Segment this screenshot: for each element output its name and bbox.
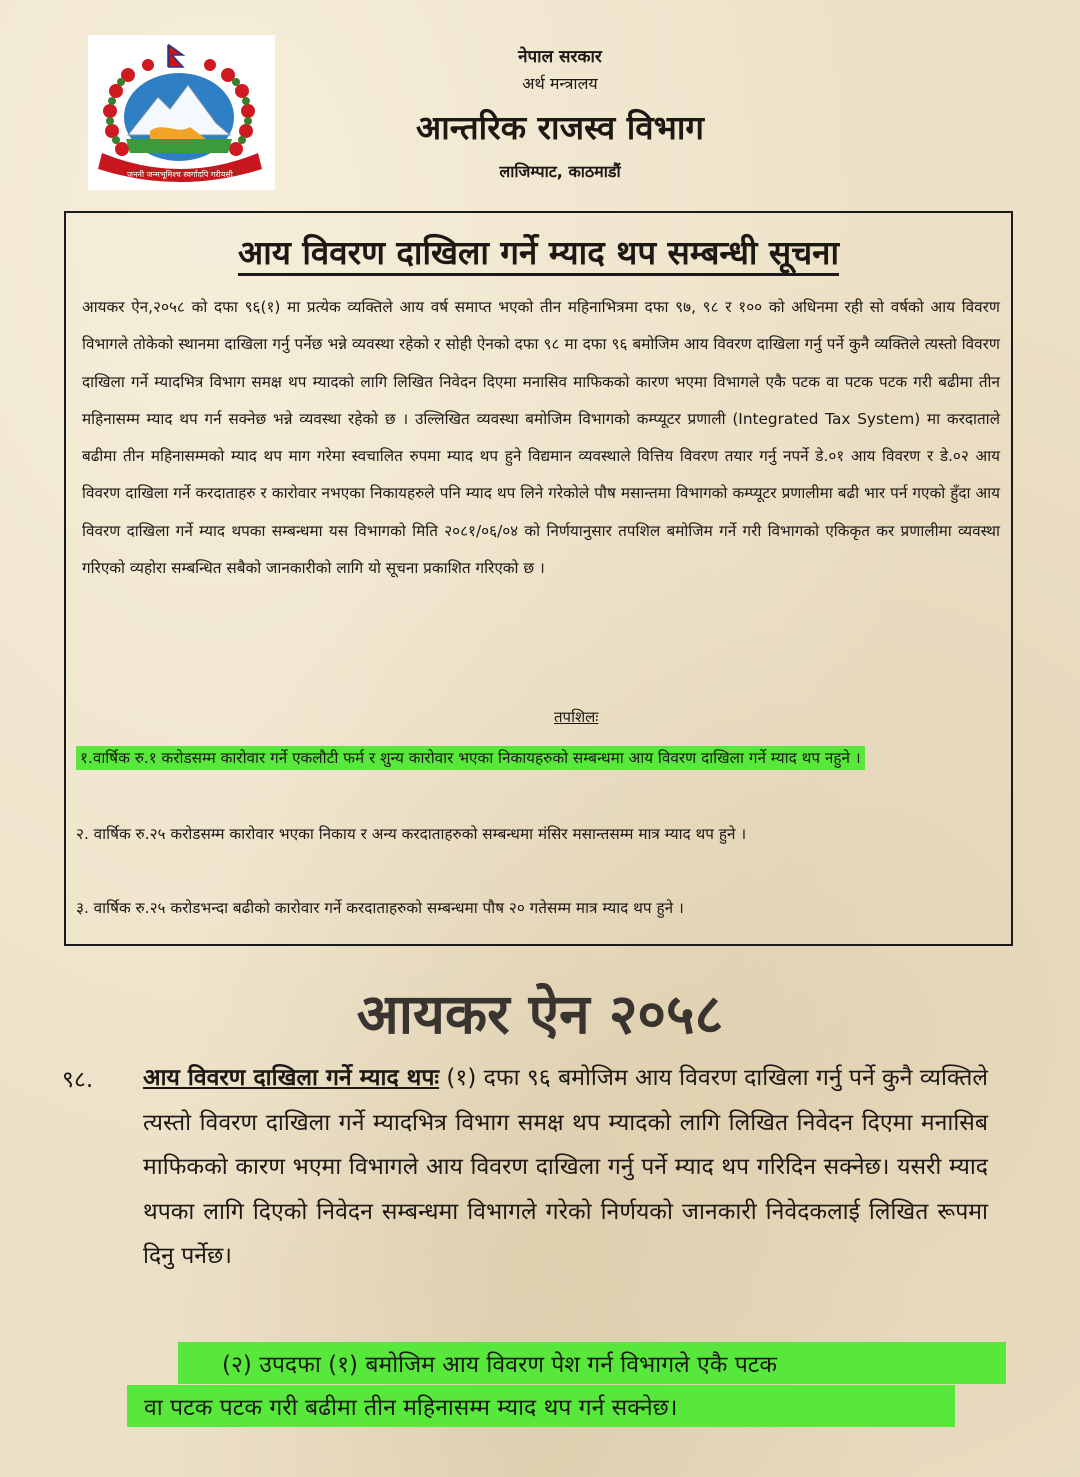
department-name: आन्तरिक राजस्व विभाग: [415, 108, 704, 147]
subsection-line-1: (२) उपदफा (१) बमोजिम आय विवरण पेश गर्न विभागले एकै पटक: [222, 1352, 778, 1378]
ministry-name: अर्थ मन्त्रालय: [522, 74, 598, 93]
nepal-emblem-graphic: [88, 35, 275, 190]
department-address: लाजिम्पाट, काठमाडौं: [499, 162, 621, 181]
notice-title-text: आय विवरण दाखिला गर्ने म्याद थप सम्बन्धी सूचना: [238, 233, 839, 276]
section-body: [143, 1056, 988, 1279]
schedule-item-1-highlight: १.वार्षिक रु.१ करोडसम्म कारोवार गर्ने एकलौटी फर्म र शुन्य कारोवार भएका निकायहरुको सम्बन्धमा आय विवरण दाखिला गर्ने म्याद थप नहुने ।: [76, 746, 865, 770]
section-number: ९८.: [62, 1067, 94, 1093]
schedule-item-3: ३. वार्षिक रु.२५ करोडभन्दा बढीको कारोवार गर्ने करदाताहरुको सम्बन्धमा पौष २० गतेसम्म मात्र म्याद थप हुने ।: [76, 899, 684, 917]
nepal-emblem: [88, 35, 275, 190]
emblem-motto: जननी जन्मभूमिश्च स्वर्गादपि गरीयसी: [127, 170, 233, 179]
section-text: (१) दफा ९६ बमोजिम आय विवरण दाखिला गर्नु पर्ने कुनै व्यक्तिले त्यस्तो विवरण दाखिला गर्ने म्यादभित्र विभाग समक्ष थप म्यादको लागि लिखित निवेदन दिएमा मनासिब माफिकको कारण भएमा विभागले आय विवरण दाखिला गर्नु पर्ने म्याद थप गरिदिन सक्नेछ। यसरी म्याद थपका लागि दिएको निवेदन सम्बन्धमा विभागले गरेको निर्णयको जानकारी निवेदकलाई लिखित रूपमा दिनु पर्नेछ।: [143, 1065, 988, 1269]
act-title: आयकर ऐन २०५८: [356, 982, 724, 1046]
notice-box: [64, 211, 1013, 946]
subsection-line-2: वा पटक पटक गरी बढीमा तीन महिनासम्म म्याद थप गर्न सक्नेछ।: [144, 1395, 678, 1421]
notice-paragraph: आयकर ऐन,२०५८ को दफा ९६(१) मा प्रत्येक व्यक्तिले आय वर्ष समाप्त भएको तीन महिनाभित्रमा दफा ९७, ९८ र १०० को अधिनमा रही सो वर्षको आय विवरण विभागले तोकेको स्थानमा दाखिला गर्नु पर्नेछ भन्ने व्यवस्था रहेको र सोही ऐनको दफा ९८ मा दफा ९६ बमोजिम आय विवरण दाखिला गर्नु पर्ने कुनै व्यक्तिले त्यस्तो विवरण दाखिला गर्ने म्यादभित्र विभाग समक्ष थप म्यादको लागि लिखित निवेदन दिएमा मनासिव माफिकको कारण भएमा विभागले एकै पटक वा पटक पटक गरी बढीमा तीन महिनासम्म म्याद थप गर्न सक्नेछ भन्ने व्यवस्था रहेको छ । उल्लिखित व्यवस्था बमोजिम विभागको कम्प्यूटर प्रणाली (Integrated Tax System) मा करदाताले बढीमा तीन महिनासम्मको म्याद थप माग गरेमा स्वचालित रुपमा म्याद थप हुने विद्यमान व्यवस्थाले वित्तिय विवरण तयार गर्नु नपर्ने डे.०१ आय विवरण र डे.०२ आय विवरण दाखिला गर्ने करदाताहरु र कारोवार नभएका निकायहरुले पनि म्याद थप लिने गरेकोले पौष मसान्तमा विभागको कम्प्यूटर प्रणालीमा बढी भार पर्न गएको हुँदा आय विवरण दाखिला गर्ने म्याद थपका सम्बन्धमा यस विभागको मिति २०८१/०६/०४ को निर्णयानुसार तपशिल बमोजिम गर्ने गरी विभागको एकिकृत कर प्रणालीमा व्यवस्था गरिएको व्यहोरा सम्बन्धित सबैको जानकारीको लागि यो सूचना प्रकाशित गरिएको छ ।: [82, 298, 1000, 578]
schedule-item-2: २. वार्षिक रु.२५ करोडसम्म कारोवार भएका निकाय र अन्य करदाताहरुको सम्बन्धमा मंसिर मसान्तसम्म मात्र म्याद थप हुने ।: [76, 825, 747, 843]
section-heading: आय विवरण दाखिला गर्ने म्याद थपः: [143, 1065, 440, 1091]
schedule-heading: तपशिलः: [554, 708, 599, 726]
government-name: नेपाल सरकार: [518, 47, 602, 67]
notice-title: [66, 229, 1011, 274]
schedule-item-1: [76, 740, 1000, 778]
